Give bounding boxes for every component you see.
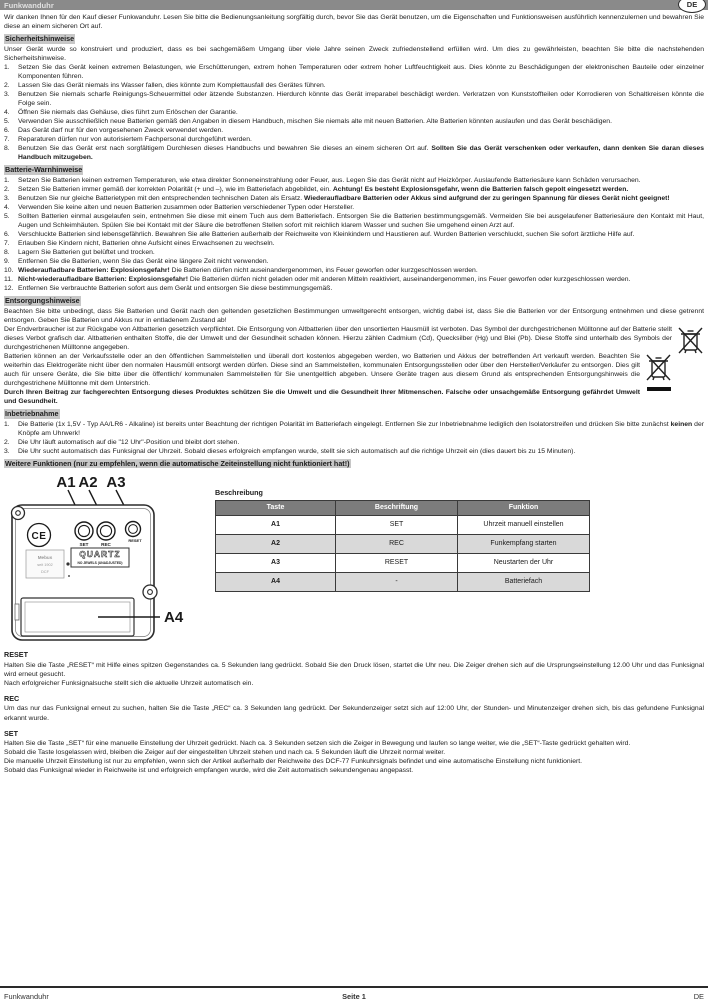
list-item — [4, 230, 704, 239]
intro-paragraph: Wir danken Ihnen für den Kauf dieser Funkwanduhr. Lesen Sie bitte die Bedienungsanleitung sorgfältig durch, bevor Sie das Gerät benutzen, um die Eigenschaften und Funktionsweisen ausführlich kennenzulernen und bewahren Sie diese an einem sicheren Ort auf. — [4, 14, 704, 31]
list-item — [4, 135, 704, 144]
rec-button-label: REC — [101, 542, 111, 548]
paragraph-bold: Durch Ihren Beitrag zur fachgerechten Entsorgung dieses Produktes schützen Sie die Umwelt und die Gesundheit Ihrer Mitmenschen. Falsche oder unsachgemäße Entsorgung gefährdet Umwelt und Gesundheit. — [4, 388, 640, 405]
list-number: 1. — [4, 63, 10, 71]
section-heading: Weitere Funktionen (nur zu empfehlen, wenn die automatische Zeiteinstellung nicht funktioniert hat!) — [5, 458, 350, 468]
list-item — [4, 275, 704, 284]
list-item — [4, 257, 704, 266]
subsection-heading: SET — [4, 728, 18, 738]
language-badge: DE — [678, 0, 706, 13]
list-text: Setzen Sie das Gerät keinen extremen Belastungen, wie Erschütterungen, extrem hohen Temperaturen oder extrem hoher Luftfeuchtigkeit aus. Dies könnte zu Beschädigungen der elektronischen Bauteile oder einzelner Komponenten führen. — [18, 63, 704, 80]
screw-dot-small — [68, 575, 70, 577]
section-heading: Inbetriebnahme — [5, 408, 59, 418]
list-item — [4, 194, 704, 203]
table-cell: Uhrzeit manuell einstellen — [458, 515, 590, 534]
table-row — [216, 534, 590, 553]
table-cell: SET — [336, 515, 458, 534]
table-row — [216, 572, 590, 591]
weee-bin-underline-icon — [645, 353, 672, 391]
subsection-heading: RESET — [4, 650, 28, 660]
quartz-label — [71, 548, 129, 567]
weee-underline-bar — [647, 387, 671, 391]
list-number: 7. — [4, 135, 10, 143]
list-number: 4. — [4, 108, 10, 116]
hanging-hole — [12, 507, 25, 520]
screw-dot — [66, 563, 69, 566]
list-item — [4, 266, 704, 275]
list-item — [4, 284, 704, 293]
list-number: 9. — [4, 257, 10, 265]
column-header: Beschriftung — [336, 500, 458, 515]
table-cell: Funkempfang starten — [458, 534, 590, 553]
section-batterie-warnhinweise — [4, 162, 704, 293]
list-number: 1. — [4, 176, 10, 184]
list-text: Die Batterie (1x 1,5V - Typ AA/LR6 - Alkaline) ist bereits unter Beachtung der richtigen Polarität im Batteriefach eingelegt. Entfernen Sie zur Inbetriebnahme lediglich den Isolatorstreifen und drücken Sie bitte zunächst keinen der Knöpfe am Uhrwerk! — [18, 420, 704, 437]
list-text: Benutzen Sie das Gerät erst nach sorgfältigem Durchlesen dieses Handbuchs und bewahren Sie dieses an einem sicheren Ort auf. Sollten Sie das Gerät verschenken oder verkaufen, dann denken Sie daran dieses Handbuch mitzugeben. — [18, 144, 704, 162]
page-content — [0, 10, 708, 775]
list-text: Wiederaufladbare Batterien: Explosionsgefahr! Die Batterien dürfen nicht auseinandergenommen, ins Feuer geworfen oder kurzgeschlossen werden. — [18, 266, 478, 274]
list-text: Verwenden Sie keine alten und neuen Batterien zusammen oder Batterien verschiedener Typen oder Hersteller. — [18, 203, 355, 211]
footer-left: Funkwanduhr — [4, 992, 49, 1001]
label-a1: A1 — [56, 474, 76, 492]
list-number: 10. — [4, 266, 14, 274]
list-text: Benutzen Sie nur gleiche Batterietypen mit den entsprechenden technischen Daten als Ersatz. Wiederaufladbare Batterien oder Akkus sind aufgrund der zu geringen Spannung für dieses Gerät nicht geeignet! — [18, 194, 670, 202]
list-number: 2. — [4, 438, 10, 446]
description-table-block — [215, 488, 590, 592]
set-button-label: SET — [79, 542, 89, 548]
list-number: 5. — [4, 117, 10, 125]
list-number: 12. — [4, 285, 14, 292]
page-footer — [0, 992, 708, 1001]
list-number: 1. — [4, 420, 10, 428]
ce-mark-text: CE — [31, 531, 47, 543]
list-item — [4, 438, 704, 447]
table-header-row — [216, 500, 590, 515]
footer-page-number: Seite 1 — [342, 992, 366, 1001]
section-inbetriebnahme — [4, 406, 704, 456]
side-hole — [143, 585, 157, 599]
list-text: Verwenden Sie ausschließlich neue Batterien gemäß den Angaben in diesem Handbuch, mischen Sie niemals alte mit neuen Batterien. Alte Batterien könnten auslaufen und das Gerät beschädigen. — [18, 117, 612, 125]
list-item — [4, 63, 704, 81]
crossed-out-bin-icon — [677, 326, 704, 358]
list-number: 2. — [4, 81, 10, 89]
list-text: Lassen Sie das Gerät niemals ins Wasser fallen, dies könnte zum Komplettausfall des Gerätes führen. — [18, 81, 326, 89]
paragraph: Der Endverbraucher ist zur Rückgabe von Altbatterien gesetzlich verpflichtet. Die Entsorgung von Altbatterien über den unsortierten Hausmüll ist verboten. Das Symbol der durchgestrichenen Mülltonne auf der Batterie stellt dieses Verbot grafisch dar. Altbatterien enthalten Stoffe, die der Umwelt und der Gesundheit schaden können. Hierzu zählen Cadmium (Cd), Quecksilber (Hg) und Blei (Pb). Diese Stoffe sind unterhalb des Symbols der durchgestrichenen Mülltonne angegeben. — [4, 325, 672, 351]
list-text: Das Gerät darf nur für den vorgesehenen Zweck verwendet werden. — [18, 126, 224, 134]
list-item — [4, 239, 704, 248]
table-cell: - — [336, 572, 458, 591]
list-item — [4, 176, 704, 185]
table-title: Beschreibung — [215, 488, 263, 498]
paragraph: Halten Sie die Taste „SET“ für eine manuelle Einstellung der Uhrzeit gedrückt. Nach ca. 3 Sekunden setzen sich die Zeiger in Bewegung und laufen so lange weiter, wie die „SET“-Taste gedrückt gehalten wird. — [4, 740, 631, 748]
section-rec — [4, 694, 704, 723]
table-cell: A4 — [216, 572, 336, 591]
list-number: 6. — [4, 230, 10, 238]
button-description-table — [215, 500, 590, 592]
section-set — [4, 729, 704, 776]
brand-name: Mebus — [37, 555, 53, 561]
reset-button-label: RESET — [128, 538, 142, 544]
list-number: 3. — [4, 90, 10, 98]
list-item — [4, 447, 704, 456]
column-header: Funktion — [458, 500, 590, 515]
paragraph: Halten Sie die Taste „RESET“ mit Hilfe eines spitzen Gegenstandes ca. 5 Sekunden lang gedrückt. Sobald Sie den Druck lösen, startet die Uhr neu. Die Zeiger drehen sich auf die Ursprungseinstellung 12.00 Uhr und das Funksignal wird erneut gesucht. — [4, 661, 704, 678]
section-sicherheitshinweise — [4, 31, 704, 162]
table-row — [216, 553, 590, 572]
footer-divider — [0, 986, 708, 988]
section-heading: Sicherheitshinweise — [5, 34, 75, 44]
list-text: Sollten Batterien einmal ausgelaufen sein, entnehmen Sie diese mit einem Tuch aus dem Batteriefach. Entsorgen Sie die Batterien bestimmungsgemäß. Vermeiden Sie bei ausgelaufener Batteriesäure den Kontakt mit Haut, Augen und Schleimhäuten. Spülen Sie bei Kontakt mit der Säure die betroffenen Stellen sofort mit reichlich klarem Wasser und suchen Sie umgehend einen Arzt auf. — [18, 212, 704, 229]
list-text: Öffnen Sie niemals das Gehäuse, dies führt zum Erlöschen der Garantie. — [18, 108, 238, 116]
table-cell: Neustarten der Uhr — [458, 553, 590, 572]
page-title: Funkwanduhr — [4, 0, 54, 10]
numbered-list — [4, 63, 704, 162]
section-weitere-funktionen — [4, 456, 704, 470]
table-cell: A2 — [216, 534, 336, 553]
paragraph: Die manuelle Uhrzeit Einstellung ist nur zu empfehlen, wenn sich der Artikel außerhalb der Reichweite des DCF-77 Funkuhrsignals befindet und eine automatische Einstellung nicht funktioniert. — [4, 758, 583, 766]
section-entsorgungshinweise — [4, 293, 704, 406]
table-cell: A3 — [216, 553, 336, 572]
list-item — [4, 117, 704, 126]
list-item — [4, 185, 704, 194]
paragraph: Batterien können an der Verkaufsstelle oder an den öffentlichen Sammelstellen und überall dort kostenlos abgegeben werden, wo Batterien und Akkus der betreffenden Art verkauft werden. Beachten Sie weiterhin das Elektrogeräte nicht über den normalen Hausmüll entsorgt werden dürfen. Diese sind an Sammelstellen, kommunalen Entsorgungsstellen oder über den Hersteller/Verkäufer zu entsorgen. Dies gilt auch für unsere Geräte, die Sie bitte über die öffentlich/ kommunalen Sammelstellen für Sie unentgeltlich abgeben. Unsere Geräte tragen aus diesem Grund als entsprechenden Entsorgungshinweis die durchgestrichene Mülltonne mit dem Unterstrich. — [4, 352, 640, 387]
list-item — [4, 90, 704, 108]
section-heading: Batterie-Warnhinweise — [5, 165, 83, 175]
list-text: Entfernen Sie die Batterien, wenn Sie das Gerät eine längere Zeit nicht verwenden. — [18, 257, 269, 265]
list-text: Erlauben Sie Kindern nicht, Batterien ohne Aufsicht eines Erwachsenen zu wechseln. — [18, 239, 275, 247]
list-item — [4, 144, 704, 162]
section-lead: Unser Gerät wurde so konstruiert und produziert, dass es bei sachgemäßem Umgang über viele Jahre seinen Zweck zufriedenstellend erfüllen wird. Um dies zu gewährleisten, beachten Sie bitte die nachstehenden Sicherheitshinweise. — [4, 45, 704, 62]
column-header: Taste — [216, 500, 336, 515]
reset-button-icon — [126, 522, 141, 537]
list-number: 8. — [4, 144, 10, 152]
numbered-list — [4, 420, 704, 456]
quartz-text: QUARTZ — [79, 550, 121, 560]
table-cell: REC — [336, 534, 458, 553]
rec-button-icon — [97, 522, 115, 540]
figure-and-table-row — [8, 472, 704, 644]
paragraph: Beachten Sie bitte unbedingt, dass Sie Batterien und Gerät nach den geltenden gesetzlichen Bestimmungen umweltgerecht entsorgen, wichtig dabei ist, dass Sie die Batterien vor der Entsorgung entnehmen und diese getrennt entsorgen. Geben Sie Batterien und Akkus nur in entladenem Zustand ab! — [4, 307, 704, 324]
list-number: 6. — [4, 126, 10, 134]
list-text: Die Uhr sucht automatisch das Funksignal der Uhrzeit. Sobald dieses erfolgreich empfangen wurde, stellt sie sich automatisch auf die richtige Uhrzeit ein (dies dauert bis zu 15 Minuten). — [18, 447, 576, 455]
list-number: 7. — [4, 239, 10, 247]
list-text: Nicht-wiederaufladbare Batterien: Explosionsgefahr! Die Batterien dürfen nicht geladen oder mit anderen Mitteln reaktiviert, auseinandergenommen, ins Feuer geworfen oder kurzgeschlossen werden. — [18, 275, 631, 283]
table-cell: Batteriefach — [458, 572, 590, 591]
list-item — [4, 203, 704, 212]
list-text: Reparaturen dürfen nur von autorisiertem Fachpersonal durchgeführt werden. — [18, 135, 252, 143]
list-text: Entfernen Sie verbrauchte Batterien sofort aus dem Gerät und entsorgen Sie diese bestimmungsgemäß. — [18, 285, 333, 292]
list-item — [4, 108, 704, 117]
numbered-list — [4, 176, 704, 293]
page-header-bar — [0, 0, 708, 10]
brand-line2: seit 1902 — [37, 563, 53, 568]
table-row — [216, 515, 590, 534]
label-a4: A4 — [164, 609, 184, 627]
list-text: Setzen Sie Batterien immer gemäß der korrekten Polarität (+ und –), wie im Batteriefach abgebildet, ein. Achtung! Es besteht Explosionsgefahr, wenn die Batterien falsch gepolt eingesetzt werden. — [18, 185, 629, 193]
list-text: Benutzen Sie niemals scharfe Reinigungs-Scheuermittel oder ätzende Substanzen. Hierdurch könnte das Gerät irreparabel beschädigt werden. Verkratzen von Kunststoffteilen oder Korrodieren von Schaltkreisen könnte die Folge sein. — [18, 90, 704, 107]
list-item — [4, 248, 704, 257]
section-reset — [4, 650, 704, 688]
brand-sticker — [26, 550, 64, 578]
list-number: 5. — [4, 212, 10, 220]
list-number: 8. — [4, 248, 10, 256]
list-item — [4, 81, 704, 90]
paragraph: Sobald das Funksignal wieder in Reichweite ist und erfolgreich empfangen wurde, wird die Zeit automatisch sekundengenau angepasst. — [4, 767, 414, 775]
list-text: Verschluckte Batterien sind lebensgefährlich. Bewahren Sie alle Batterien außerhalb der Reichweite von Kleinkindern und Haustieren auf. Wurden Batterien verschluckt, suchen Sie sofort ärztliche Hilfe auf. — [18, 230, 635, 238]
list-number: 3. — [4, 194, 10, 202]
list-text: Setzen Sie Batterien keinen extremen Temperaturen, wie etwa direkter Sonneneinstrahlung oder Feuer, aus. Legen Sie das Gerät nicht auf Heizkörper. Auslaufende Batteriesäure kann Schäden verursachen. — [18, 176, 641, 184]
table-cell: A1 — [216, 515, 336, 534]
subsection-heading: REC — [4, 693, 20, 703]
paragraph: Nach erfolgreicher Funksignalsuche stellt sich die aktuelle Uhrzeit automatisch ein. — [4, 679, 254, 687]
list-number: 3. — [4, 447, 10, 455]
label-a2: A2 — [78, 474, 98, 492]
quartz-subtext: NO JEWELS (UNADJUSTED) — [77, 561, 123, 566]
set-button-icon — [75, 522, 93, 540]
list-number: 11. — [4, 275, 13, 283]
list-number: 2. — [4, 185, 10, 193]
paragraph: Um das nur das Funksignal erneut zu suchen, halten Sie die Taste „REC“ ca. 3 Sekunden lang gedrückt. Der Sekundenzeiger setzt sich auf 12:00 Uhr, der Stunden- und Minutenzeiger drehen sich, bis das gefundene Funksignal erkannt wurde. — [4, 705, 704, 722]
list-text: Lagern Sie Batterien gut belüftet und trocken. — [18, 248, 155, 256]
list-item — [4, 420, 704, 438]
footer-right: DE — [693, 992, 704, 1001]
list-item — [4, 212, 704, 230]
clock-movement-diagram — [8, 472, 203, 644]
list-text: Die Uhr läuft automatisch auf die "12 Uhr"-Position und bleibt dort stehen. — [18, 438, 240, 446]
list-item — [4, 126, 704, 135]
label-a3: A3 — [106, 474, 126, 492]
section-heading: Entsorgungshinweise — [5, 296, 80, 306]
list-number: 4. — [4, 203, 10, 211]
paragraph: Sobald die Taste losgelassen wird, bleiben die Zeiger auf der eingestellten Uhrzeit stehen und nach ca. 5 Sekunden läuft die Uhrzeit normal weiter. — [4, 749, 446, 757]
table-cell: RESET — [336, 553, 458, 572]
brand-line3: DCF — [41, 569, 49, 575]
